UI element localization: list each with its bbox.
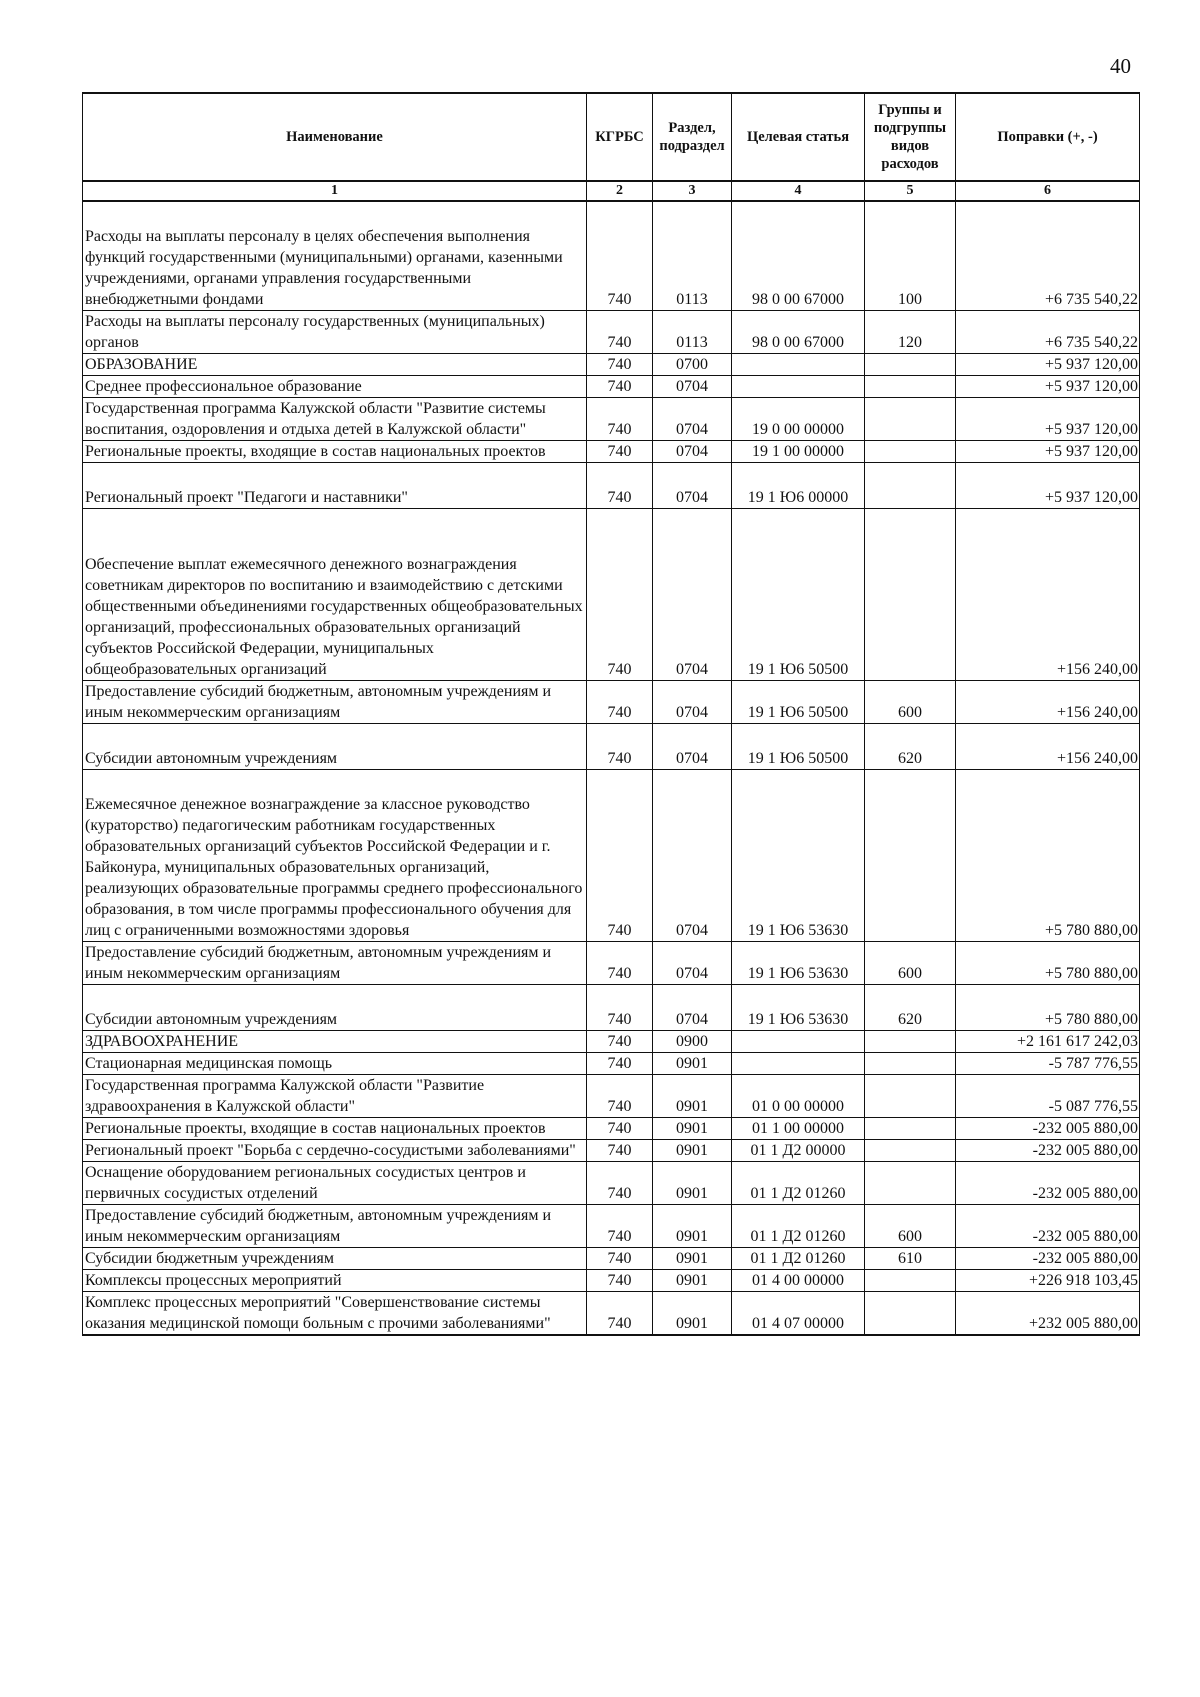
row-group-cell	[865, 769, 956, 941]
row-kgrbs-cell: 740	[587, 508, 653, 680]
row-section-cell: 0901	[653, 1247, 732, 1269]
row-name-cell: Оснащение оборудованием региональных сосудистых центров и первичных сосудистых отделений	[83, 1161, 587, 1204]
row-kgrbs-cell: 740	[587, 1269, 653, 1291]
row-target-cell: 19 1 Ю6 50500	[732, 680, 865, 723]
row-group-cell	[865, 440, 956, 462]
row-amount-cell: +156 240,00	[956, 723, 1140, 769]
row-kgrbs-cell: 740	[587, 680, 653, 723]
row-amount-cell: +5 780 880,00	[956, 984, 1140, 1030]
row-section-cell: 0700	[653, 353, 732, 375]
row-group-cell	[865, 353, 956, 375]
table-row	[83, 1030, 1140, 1052]
table-row	[83, 1247, 1140, 1269]
row-name-cell: Предоставление субсидий бюджетным, автономным учреждениям и иным некоммерческим организациям	[83, 941, 587, 984]
table-row	[83, 508, 1140, 680]
row-name-cell: Комплекс процессных мероприятий "Совершенствование системы оказания медицинской помощи больным с прочими заболеваниями"	[83, 1291, 587, 1335]
row-target-cell: 19 1 Ю6 53630	[732, 984, 865, 1030]
header-name: Наименование	[83, 93, 587, 181]
row-target-cell: 01 0 00 00000	[732, 1074, 865, 1117]
row-section-cell: 0704	[653, 723, 732, 769]
row-target-cell: 19 0 00 00000	[732, 397, 865, 440]
column-number: 3	[653, 181, 732, 201]
row-target-cell: 19 1 Ю6 00000	[732, 462, 865, 508]
row-section-cell: 0704	[653, 462, 732, 508]
row-group-cell: 600	[865, 941, 956, 984]
row-amount-cell: -5 787 776,55	[956, 1052, 1140, 1074]
row-section-cell: 0901	[653, 1139, 732, 1161]
row-group-cell	[865, 375, 956, 397]
row-group-cell	[865, 508, 956, 680]
row-name-cell: Комплексы процессных мероприятий	[83, 1269, 587, 1291]
row-name-cell: Стационарная медицинская помощь	[83, 1052, 587, 1074]
row-group-cell	[865, 1269, 956, 1291]
row-target-cell: 01 1 Д2 01260	[732, 1247, 865, 1269]
row-target-cell: 01 1 Д2 00000	[732, 1139, 865, 1161]
row-section-cell: 0704	[653, 375, 732, 397]
row-amount-cell: +5 780 880,00	[956, 769, 1140, 941]
row-amount-cell: +6 735 540,22	[956, 201, 1140, 311]
row-section-cell: 0704	[653, 941, 732, 984]
row-amount-cell: +5 937 120,00	[956, 353, 1140, 375]
row-section-cell: 0704	[653, 397, 732, 440]
row-section-cell: 0704	[653, 440, 732, 462]
column-number: 5	[865, 181, 956, 201]
row-group-cell: 610	[865, 1247, 956, 1269]
row-amount-cell: +6 735 540,22	[956, 310, 1140, 353]
row-kgrbs-cell: 740	[587, 397, 653, 440]
row-section-cell: 0901	[653, 1291, 732, 1335]
table-row	[83, 397, 1140, 440]
column-number-row	[83, 181, 1140, 201]
row-name-cell: Субсидии автономным учреждениям	[83, 984, 587, 1030]
row-kgrbs-cell: 740	[587, 375, 653, 397]
header-section: Раздел, подраздел	[653, 93, 732, 181]
table-row	[83, 353, 1140, 375]
header-groups: Группы и подгруппы видов расходов	[865, 93, 956, 181]
row-section-cell: 0901	[653, 1074, 732, 1117]
row-amount-cell: +226 918 103,45	[956, 1269, 1140, 1291]
row-group-cell	[865, 1074, 956, 1117]
row-name-cell: Субсидии бюджетным учреждениям	[83, 1247, 587, 1269]
row-group-cell: 600	[865, 680, 956, 723]
row-target-cell: 98 0 00 67000	[732, 310, 865, 353]
table-row	[83, 941, 1140, 984]
row-kgrbs-cell: 740	[587, 984, 653, 1030]
row-target-cell: 19 1 Ю6 53630	[732, 769, 865, 941]
row-target-cell: 01 4 00 00000	[732, 1269, 865, 1291]
row-name-cell: Ежемесячное денежное вознаграждение за классное руководство (кураторство) педагогическим работникам государственных образовательных организаций субъектов Российской Федерации и г. Байконура, муниципальных образовательных организаций, реализующих образовательные программы среднего профессионального образования, в том числе программы профессионального обучения для лиц с ограниченными возможностями здоровья	[83, 769, 587, 941]
row-amount-cell: +5 937 120,00	[956, 440, 1140, 462]
row-section-cell: 0113	[653, 310, 732, 353]
header-row	[83, 93, 1140, 181]
row-kgrbs-cell: 740	[587, 1204, 653, 1247]
row-group-cell: 100	[865, 201, 956, 311]
row-kgrbs-cell: 740	[587, 1291, 653, 1335]
row-amount-cell: +5 937 120,00	[956, 375, 1140, 397]
row-target-cell	[732, 1030, 865, 1052]
row-amount-cell: -5 087 776,55	[956, 1074, 1140, 1117]
row-amount-cell: +232 005 880,00	[956, 1291, 1140, 1335]
row-target-cell	[732, 1052, 865, 1074]
table-row	[83, 1117, 1140, 1139]
header-kgrbs: КГРБС	[587, 93, 653, 181]
row-kgrbs-cell: 740	[587, 310, 653, 353]
table-row	[83, 1074, 1140, 1117]
row-amount-cell: +5 937 120,00	[956, 462, 1140, 508]
row-section-cell: 0901	[653, 1161, 732, 1204]
row-amount-cell: -232 005 880,00	[956, 1247, 1140, 1269]
row-kgrbs-cell: 740	[587, 941, 653, 984]
column-number: 1	[83, 181, 587, 201]
table-row	[83, 984, 1140, 1030]
row-section-cell: 0901	[653, 1204, 732, 1247]
column-number: 6	[956, 181, 1140, 201]
row-kgrbs-cell: 740	[587, 1161, 653, 1204]
row-amount-cell: +5 937 120,00	[956, 397, 1140, 440]
row-kgrbs-cell: 740	[587, 440, 653, 462]
table-row	[83, 310, 1140, 353]
row-amount-cell: +156 240,00	[956, 680, 1140, 723]
row-kgrbs-cell: 740	[587, 462, 653, 508]
row-target-cell: 01 4 07 00000	[732, 1291, 865, 1335]
table-row	[83, 1291, 1140, 1335]
row-section-cell: 0704	[653, 680, 732, 723]
row-name-cell: Региональные проекты, входящие в состав национальных проектов	[83, 440, 587, 462]
row-target-cell: 19 1 Ю6 53630	[732, 941, 865, 984]
table-row	[83, 201, 1140, 311]
row-kgrbs-cell: 740	[587, 769, 653, 941]
row-section-cell: 0704	[653, 508, 732, 680]
row-target-cell: 19 1 00 00000	[732, 440, 865, 462]
row-kgrbs-cell: 740	[587, 1074, 653, 1117]
row-target-cell: 01 1 00 00000	[732, 1117, 865, 1139]
table-row	[83, 462, 1140, 508]
row-name-cell: ОБРАЗОВАНИЕ	[83, 353, 587, 375]
row-target-cell: 19 1 Ю6 50500	[732, 723, 865, 769]
row-name-cell: Государственная программа Калужской области "Развитие здравоохранения в Калужской области"	[83, 1074, 587, 1117]
row-target-cell	[732, 375, 865, 397]
row-name-cell: ЗДРАВООХРАНЕНИЕ	[83, 1030, 587, 1052]
row-group-cell: 620	[865, 723, 956, 769]
table-row	[83, 440, 1140, 462]
row-section-cell: 0704	[653, 984, 732, 1030]
row-amount-cell: -232 005 880,00	[956, 1139, 1140, 1161]
row-target-cell: 19 1 Ю6 50500	[732, 508, 865, 680]
row-amount-cell: -232 005 880,00	[956, 1161, 1140, 1204]
row-group-cell	[865, 1030, 956, 1052]
row-group-cell	[865, 1139, 956, 1161]
table-row	[83, 1204, 1140, 1247]
row-amount-cell: +156 240,00	[956, 508, 1140, 680]
row-kgrbs-cell: 740	[587, 1247, 653, 1269]
row-section-cell: 0900	[653, 1030, 732, 1052]
header-target: Целевая статья	[732, 93, 865, 181]
row-group-cell: 600	[865, 1204, 956, 1247]
table-row	[83, 1161, 1140, 1204]
row-group-cell	[865, 1291, 956, 1335]
row-name-cell: Субсидии автономным учреждениям	[83, 723, 587, 769]
row-name-cell: Расходы на выплаты персоналу в целях обеспечения выполнения функций государственными (муниципальными) органами, казенными учреждениями, органами управления государственными внебюджетными фондами	[83, 201, 587, 311]
table-row	[83, 1269, 1140, 1291]
page-number: 40	[1110, 54, 1131, 78]
row-name-cell: Обеспечение выплат ежемесячного денежного вознаграждения советникам директоров по воспитанию и взаимодействию с детскими общественными объединениями государственных общеобразовательных организаций, профессиональных образовательных организаций субъектов Российской Федерации, муниципальных общеобразовательных организаций	[83, 508, 587, 680]
row-kgrbs-cell: 740	[587, 1052, 653, 1074]
row-group-cell: 620	[865, 984, 956, 1030]
row-kgrbs-cell: 740	[587, 1117, 653, 1139]
row-name-cell: Предоставление субсидий бюджетным, автономным учреждениям и иным некоммерческим организациям	[83, 680, 587, 723]
table-row	[83, 723, 1140, 769]
table-row	[83, 680, 1140, 723]
table-row	[83, 375, 1140, 397]
row-kgrbs-cell: 740	[587, 201, 653, 311]
row-kgrbs-cell: 740	[587, 353, 653, 375]
row-name-cell: Государственная программа Калужской области "Развитие системы воспитания, оздоровления и отдыха детей в Калужской области"	[83, 397, 587, 440]
row-name-cell: Региональные проекты, входящие в состав национальных проектов	[83, 1117, 587, 1139]
row-name-cell: Предоставление субсидий бюджетным, автономным учреждениям и иным некоммерческим организациям	[83, 1204, 587, 1247]
row-group-cell	[865, 462, 956, 508]
row-group-cell	[865, 1117, 956, 1139]
row-section-cell: 0704	[653, 769, 732, 941]
row-kgrbs-cell: 740	[587, 1030, 653, 1052]
row-section-cell: 0113	[653, 201, 732, 311]
row-target-cell: 01 1 Д2 01260	[732, 1204, 865, 1247]
row-amount-cell: -232 005 880,00	[956, 1204, 1140, 1247]
budget-table	[82, 92, 1140, 1336]
row-kgrbs-cell: 740	[587, 723, 653, 769]
column-number: 4	[732, 181, 865, 201]
row-section-cell: 0901	[653, 1269, 732, 1291]
row-group-cell	[865, 397, 956, 440]
row-name-cell: Региональный проект "Педагоги и наставники"	[83, 462, 587, 508]
row-group-cell	[865, 1052, 956, 1074]
header-amendments: Поправки (+, -)	[956, 93, 1140, 181]
row-name-cell: Региональный проект "Борьба с сердечно-сосудистыми заболеваниями"	[83, 1139, 587, 1161]
row-name-cell: Расходы на выплаты персоналу государственных (муниципальных) органов	[83, 310, 587, 353]
row-section-cell: 0901	[653, 1117, 732, 1139]
row-name-cell: Среднее профессиональное образование	[83, 375, 587, 397]
row-amount-cell: +5 780 880,00	[956, 941, 1140, 984]
column-number: 2	[587, 181, 653, 201]
row-group-cell: 120	[865, 310, 956, 353]
row-amount-cell: +2 161 617 242,03	[956, 1030, 1140, 1052]
row-target-cell: 98 0 00 67000	[732, 201, 865, 311]
table-row	[83, 1139, 1140, 1161]
row-group-cell	[865, 1161, 956, 1204]
row-kgrbs-cell: 740	[587, 1139, 653, 1161]
row-amount-cell: -232 005 880,00	[956, 1117, 1140, 1139]
row-target-cell: 01 1 Д2 01260	[732, 1161, 865, 1204]
row-target-cell	[732, 353, 865, 375]
table-row	[83, 1052, 1140, 1074]
table-row	[83, 769, 1140, 941]
row-section-cell: 0901	[653, 1052, 732, 1074]
